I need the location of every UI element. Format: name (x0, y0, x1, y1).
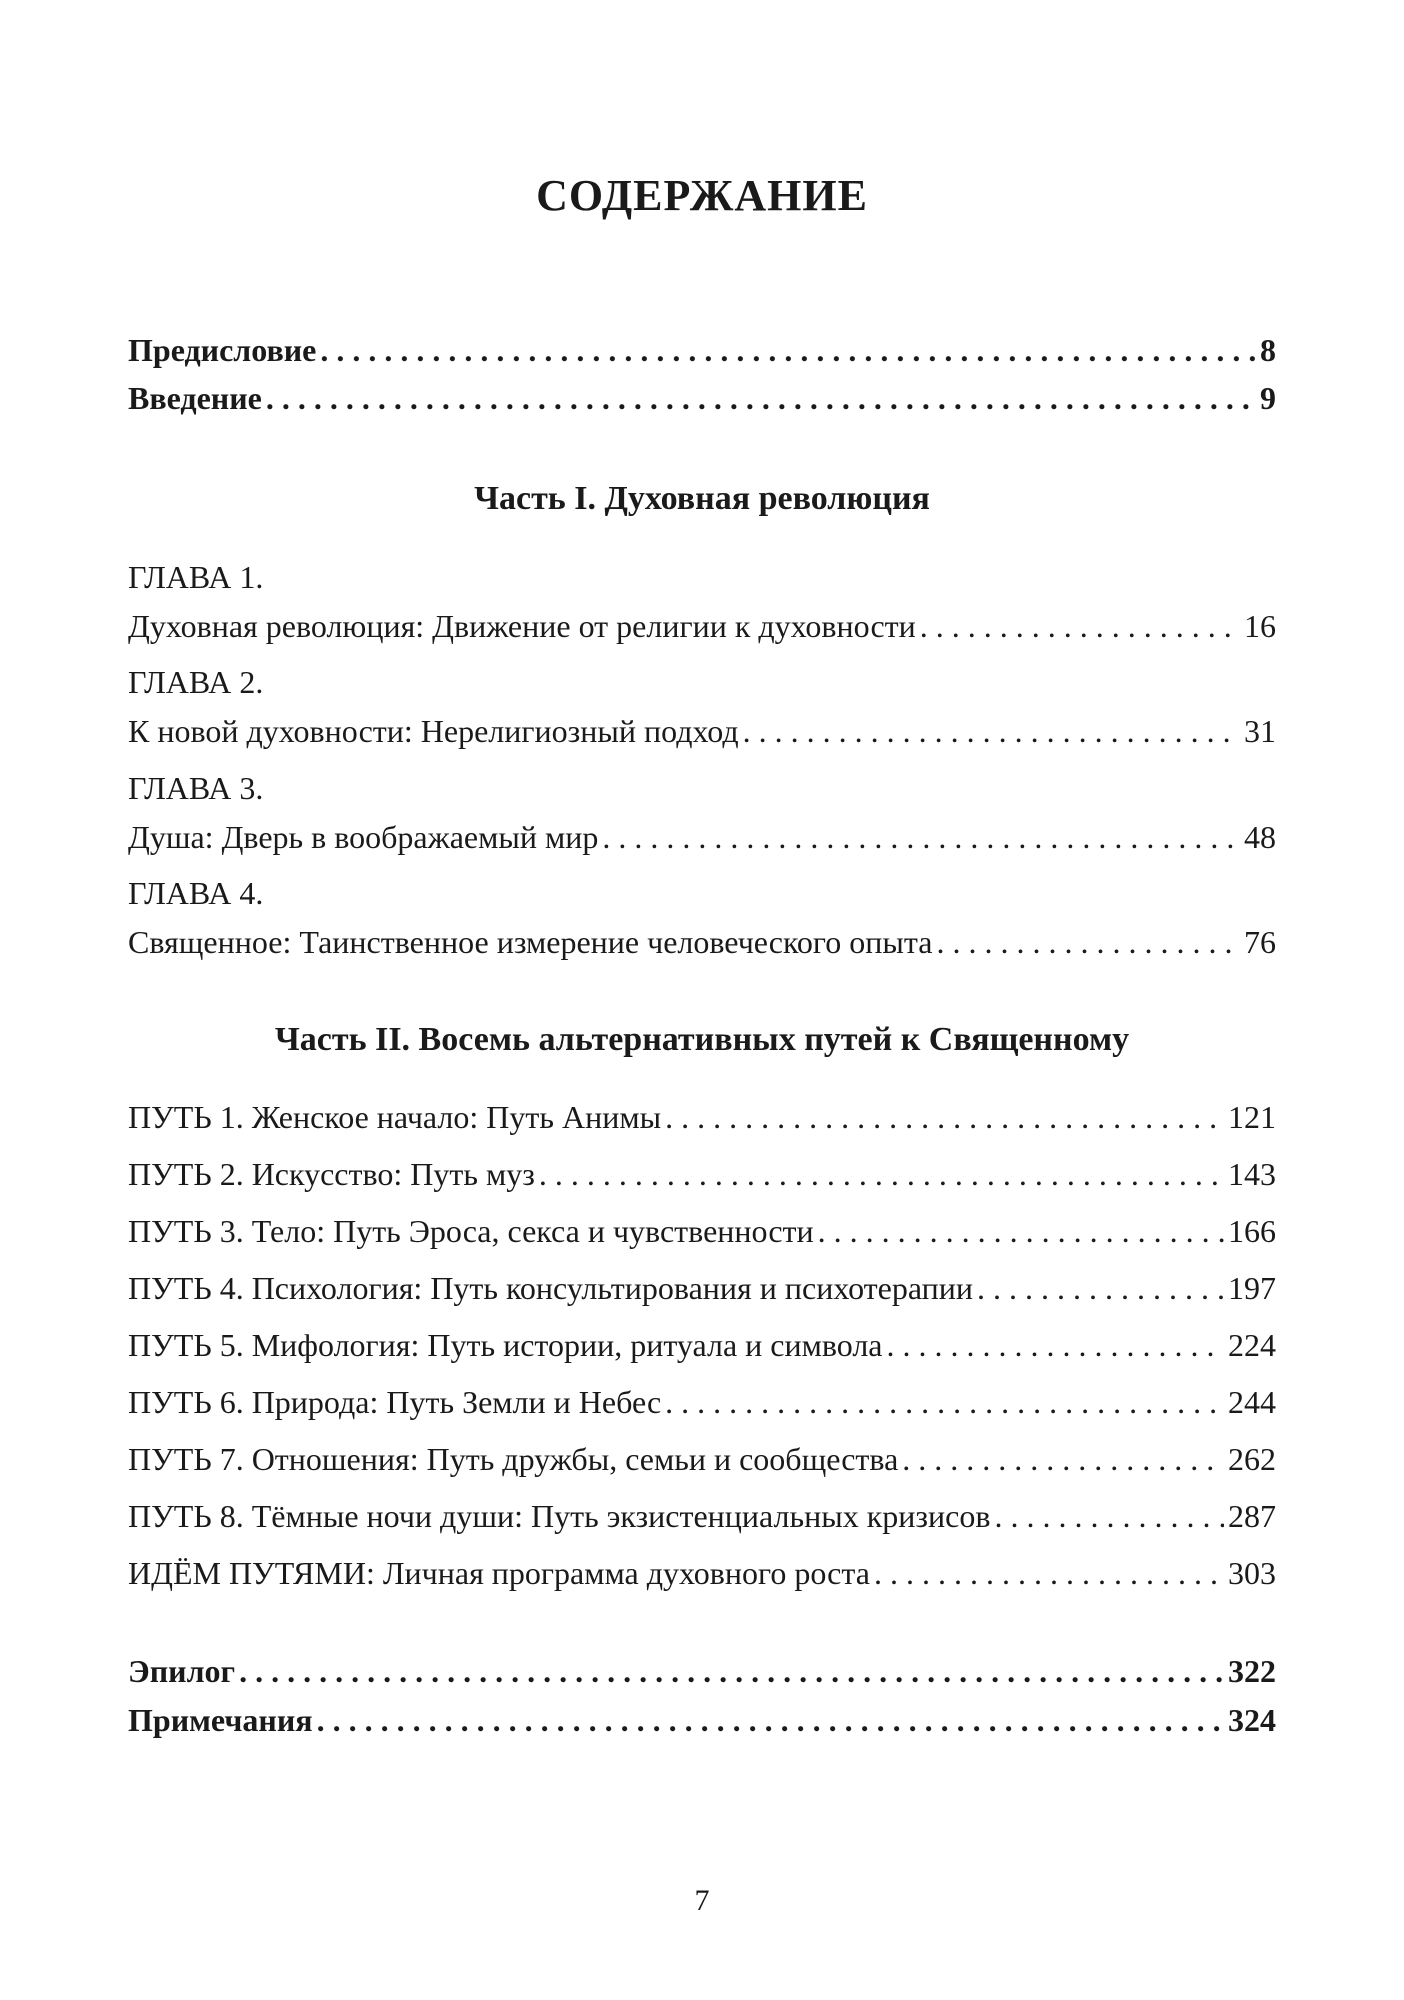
toc-entry-path-3[interactable] (128, 1211, 1276, 1251)
toc-entry-path-6[interactable] (128, 1382, 1276, 1422)
toc-entry-introduction[interactable] (128, 378, 1276, 418)
dot-leader (887, 1325, 1225, 1365)
toc-entry-label: Эпилог (128, 1653, 236, 1689)
toc-entry-path-4[interactable] (128, 1268, 1276, 1308)
toc-entry-label: ПУТЬ 3. Тело: Путь Эроса, секса и чувственности (128, 1213, 814, 1249)
dot-leader (665, 1097, 1224, 1137)
toc-entry-chapter-1[interactable] (128, 606, 1276, 646)
toc-entry-page: 16 (1244, 608, 1276, 644)
dot-leader (320, 330, 1256, 370)
toc-entry-page: 31 (1244, 713, 1276, 749)
toc-entry-page: 262 (1228, 1441, 1276, 1477)
toc-entry-path-5[interactable] (128, 1325, 1276, 1365)
toc-entry-path-7[interactable] (128, 1439, 1276, 1479)
toc-entry-page: 143 (1228, 1156, 1276, 1192)
toc-entry-page: 322 (1228, 1653, 1276, 1689)
toc-entry-page: 48 (1244, 819, 1276, 855)
dot-leader (994, 1496, 1224, 1536)
toc-entry-label: ИДЁМ ПУТЯМИ: Личная программа духовного роста (128, 1555, 870, 1591)
toc-entry-label: ПУТЬ 8. Тёмные ночи души: Путь экзистенциальных кризисов (128, 1498, 991, 1534)
page-number: 7 (694, 1884, 710, 1917)
toc-entry-label: К новой духовности: Нерелигиозный подход (128, 713, 739, 749)
toc-entry-page: 121 (1228, 1099, 1276, 1135)
toc-entry-personal-program[interactable] (128, 1553, 1276, 1593)
toc-entry-label: ПУТЬ 4. Психология: Путь консультирования и психотерапии (128, 1270, 974, 1306)
toc-entry-path-2[interactable] (128, 1154, 1276, 1194)
page-title: СОДЕРЖАНИЕ (536, 171, 868, 220)
toc-entry-page: 166 (1228, 1213, 1276, 1249)
part-2-title: Часть II. Восемь альтернативных путей к Священному (274, 1021, 1130, 1058)
toc-entry-label: Предисловие (128, 332, 317, 368)
toc-entry-chapter-2[interactable] (128, 711, 1276, 751)
toc-entry-label: ПУТЬ 6. Природа: Путь Земли и Небес (128, 1384, 662, 1420)
toc-entry-chapter-3[interactable] (128, 817, 1276, 857)
toc-entry-preface[interactable] (128, 330, 1276, 370)
dot-leader (936, 922, 1240, 962)
dot-leader (239, 1651, 1224, 1691)
toc-entry-label: Введение (128, 380, 262, 416)
toc-entry-label: Священное: Таинственное измерение человеческого опыта (128, 924, 933, 960)
dot-leader (902, 1439, 1224, 1479)
toc-entry-label: ПУТЬ 5. Мифология: Путь истории, ритуала и символа (128, 1327, 883, 1363)
toc-entry-page: 287 (1228, 1498, 1276, 1534)
chapter-heading: ГЛАВА 1. (128, 559, 264, 595)
toc-entry-page: 9 (1260, 380, 1276, 416)
toc-entry-label: Примечания (128, 1702, 313, 1738)
toc-entry-page: 224 (1228, 1327, 1276, 1363)
part-1-title: Часть I. Духовная революция (474, 480, 930, 517)
toc-entry-path-1[interactable] (128, 1097, 1276, 1137)
toc-entry-label: ПУТЬ 7. Отношения: Путь дружбы, семьи и сообщества (128, 1441, 899, 1477)
dot-leader (977, 1268, 1224, 1308)
chapter-heading: ГЛАВА 4. (128, 875, 264, 911)
toc-entry-page: 303 (1228, 1555, 1276, 1591)
dot-leader (317, 1700, 1224, 1740)
chapter-heading: ГЛАВА 2. (128, 664, 264, 700)
toc-entry-path-8[interactable] (128, 1496, 1276, 1536)
toc-entry-label: ПУТЬ 1. Женское начало: Путь Анимы (128, 1099, 662, 1135)
toc-entry-label: Духовная революция: Движение от религии к духовности (128, 608, 916, 644)
toc-entry-epilogue[interactable] (128, 1651, 1276, 1691)
toc-entry-page: 324 (1228, 1702, 1276, 1738)
toc-entry-page: 8 (1260, 332, 1276, 368)
toc-entry-label: Душа: Дверь в воображаемый мир (128, 819, 599, 855)
dot-leader (266, 378, 1256, 418)
dot-leader (920, 606, 1240, 646)
toc-entry-label: ПУТЬ 2. Искусство: Путь муз (128, 1156, 535, 1192)
chapter-heading: ГЛАВА 3. (128, 770, 264, 806)
toc-entry-page: 197 (1228, 1270, 1276, 1306)
toc-entry-page: 76 (1244, 924, 1276, 960)
dot-leader (665, 1382, 1224, 1422)
dot-leader (874, 1553, 1224, 1593)
toc-entry-chapter-4[interactable] (128, 922, 1276, 962)
toc-entry-page: 244 (1228, 1384, 1276, 1420)
dot-leader (743, 711, 1240, 751)
dot-leader (602, 817, 1240, 857)
toc-entry-notes[interactable] (128, 1700, 1276, 1740)
dot-leader (818, 1211, 1224, 1251)
dot-leader (539, 1154, 1224, 1194)
